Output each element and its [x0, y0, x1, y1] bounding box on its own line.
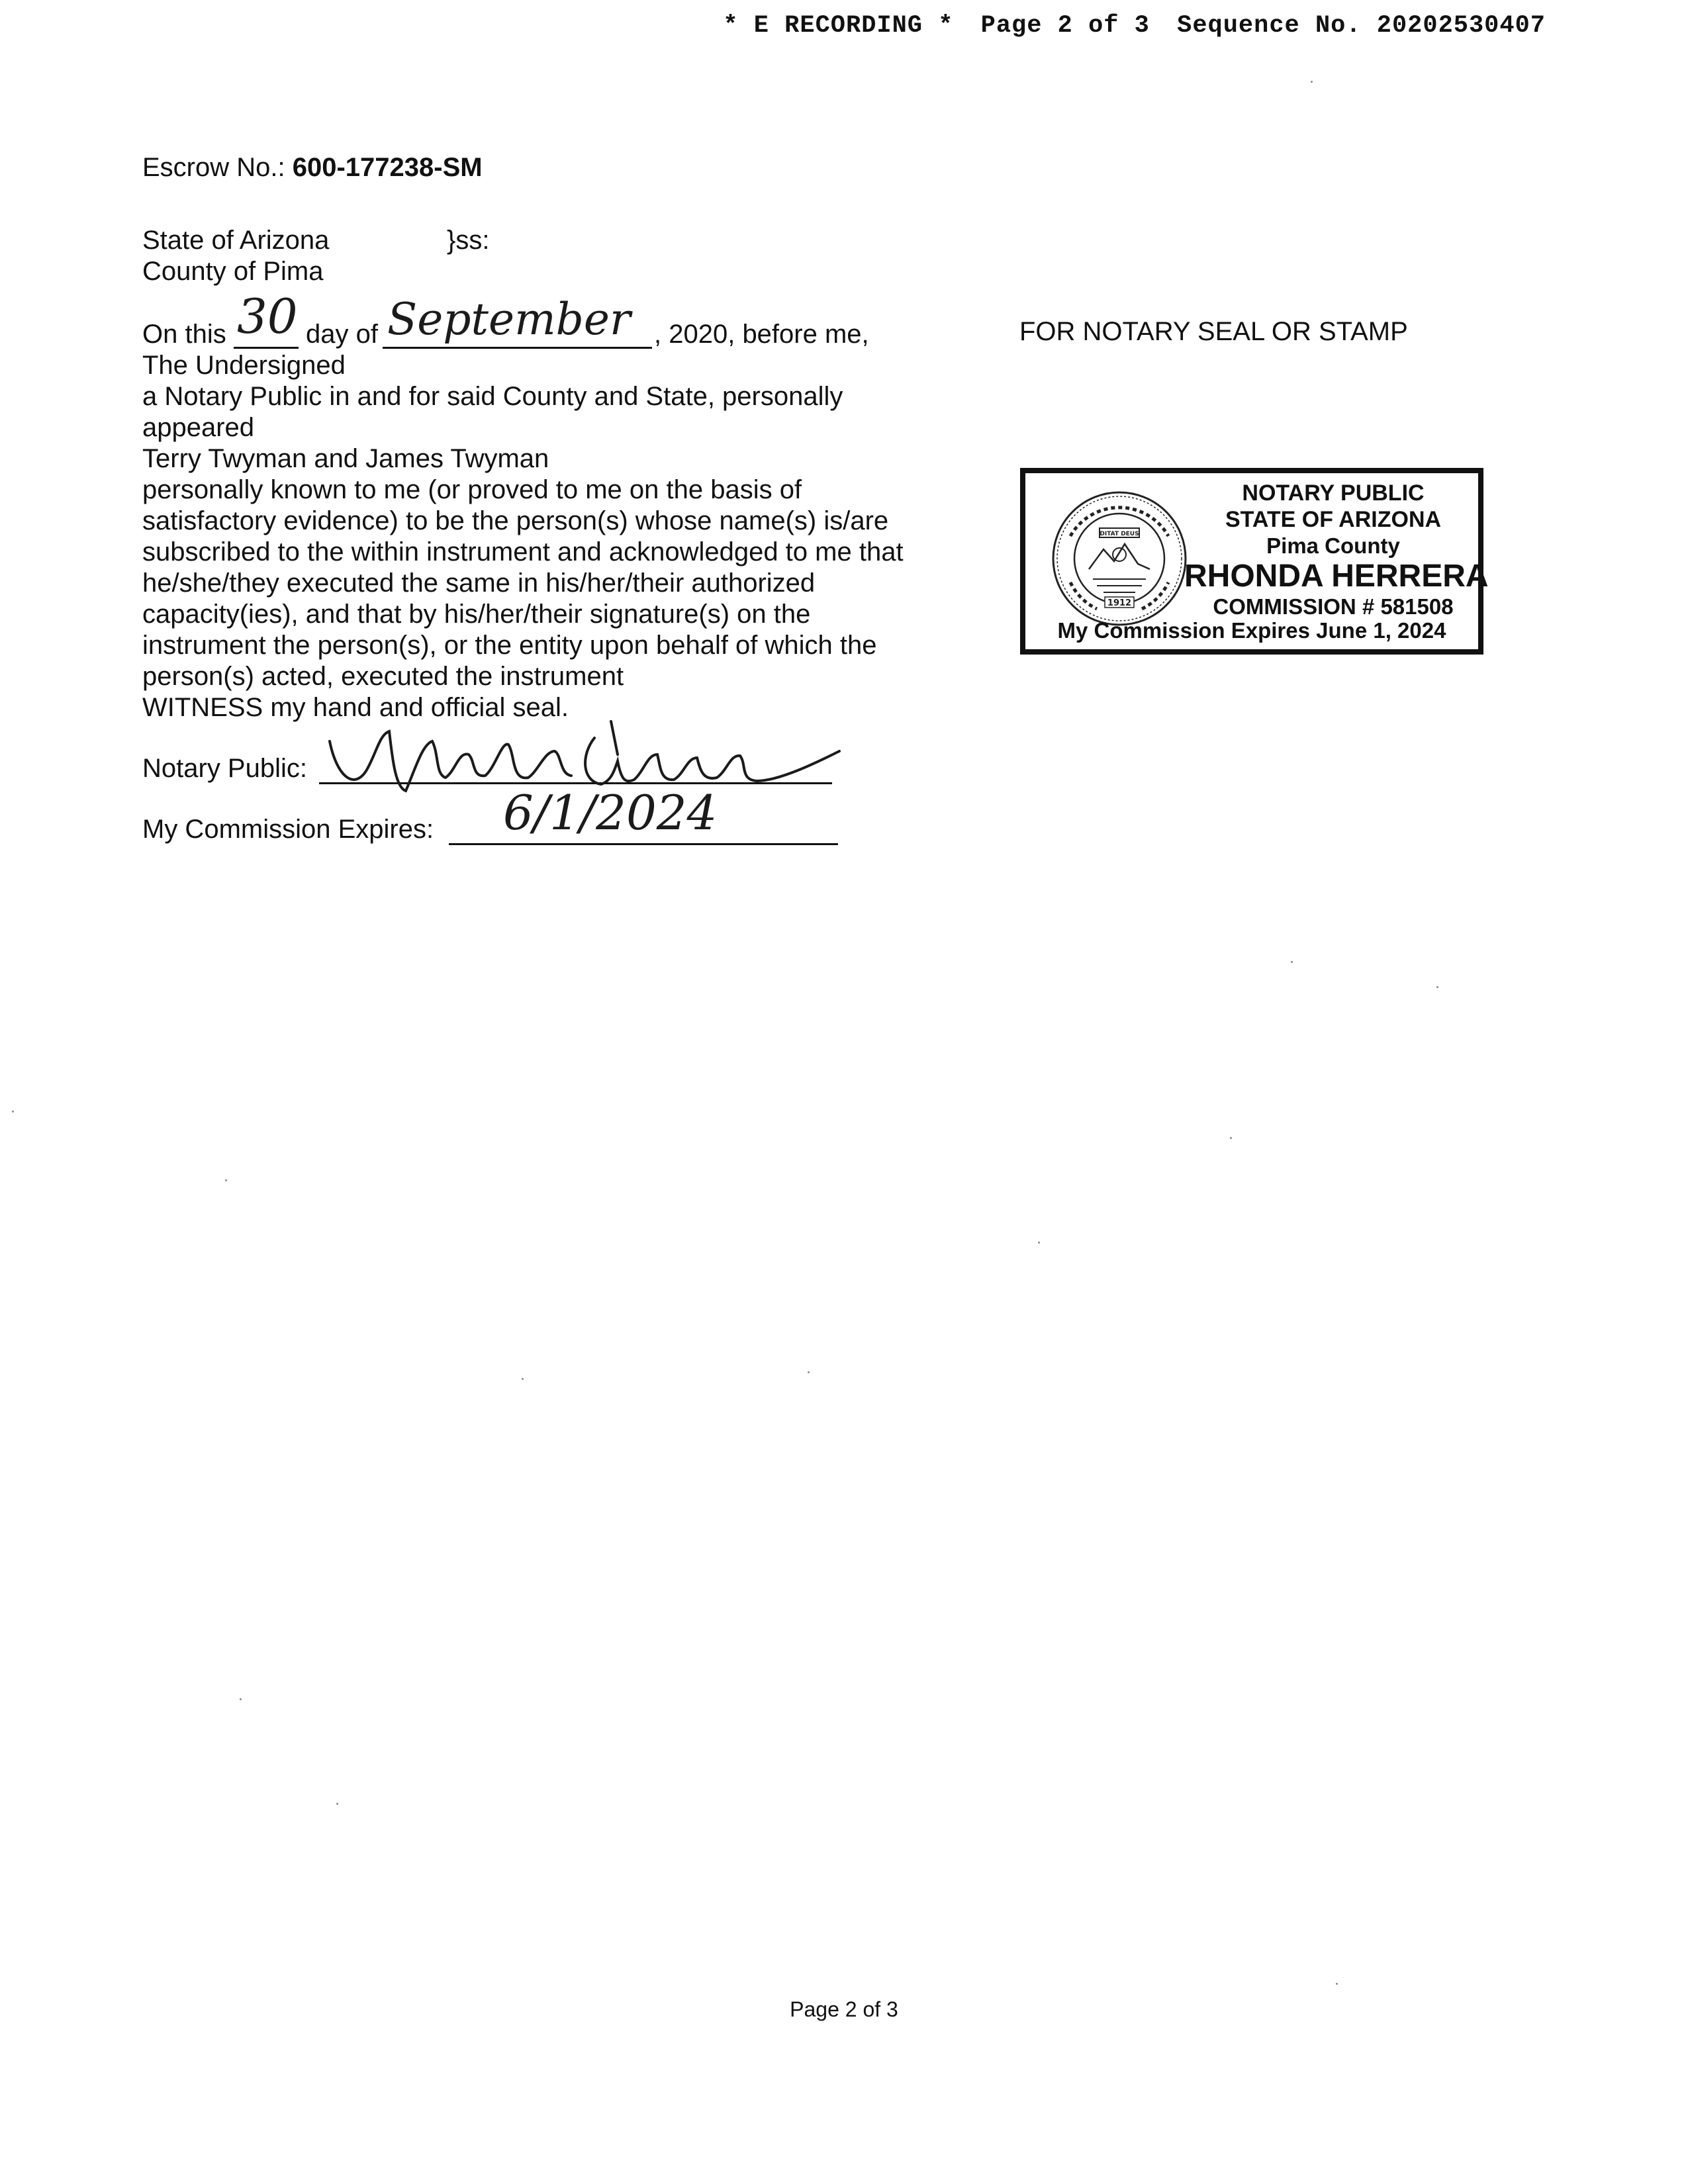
- ack-line: a Notary Public in and for said County and State, personally: [142, 382, 843, 411]
- scan-speck: [522, 1378, 524, 1380]
- stamp-text-block: [1184, 480, 1489, 620]
- escrow-line: [142, 152, 483, 183]
- scan-speck: [1311, 81, 1313, 83]
- scan-speck: [240, 1698, 242, 1700]
- escrow-number: 600-177238-SM: [292, 153, 483, 182]
- scan-speck: [1291, 961, 1293, 963]
- ack-line: personally known to me (or proved to me on the basis of: [142, 475, 802, 504]
- seal-motto: DITAT DEUS: [1100, 531, 1139, 537]
- stamp-notary-name: RHONDA HERRERA: [1184, 559, 1489, 594]
- ack-line-witness: WITNESS my hand and official seal.: [142, 693, 569, 722]
- stamp-expiration: My Commission Expires June 1, 2024: [1057, 618, 1446, 643]
- scan-speck: [336, 1803, 338, 1805]
- commission-expires-label: My Commission Expires:: [142, 815, 434, 844]
- ack-line: person(s) acted, executed the instrument: [142, 662, 624, 691]
- venue-county: County of Pima: [142, 257, 324, 286]
- stamp-commission: COMMISSION # 581508: [1213, 594, 1454, 619]
- scan-speck: [1230, 1137, 1232, 1139]
- ack-line: capacity(ies), and that by his/her/their signature(s) on the: [142, 600, 811, 629]
- day-of-label: day of: [306, 320, 378, 349]
- stamp-title: NOTARY PUBLIC: [1242, 480, 1425, 506]
- recording-page: Page 2 of 3: [980, 12, 1150, 40]
- notary-seal-label: FOR NOTARY SEAL OR STAMP: [1019, 317, 1408, 346]
- venue-state: State of Arizona: [142, 226, 330, 255]
- scan-speck: [1038, 1242, 1040, 1244]
- commission-expires-handwritten: 6/1/2024: [503, 785, 718, 841]
- ack-line: The Undersigned: [142, 351, 346, 380]
- scan-speck: [225, 1179, 227, 1181]
- stamp-county: Pima County: [1266, 533, 1400, 558]
- seal-year: 1912: [1107, 598, 1132, 608]
- scan-speck: [12, 1111, 14, 1113]
- scan-speck: [1336, 1983, 1338, 1985]
- notary-stamp: [1020, 468, 1489, 655]
- recording-header: [723, 12, 1546, 40]
- recording-sequence: Sequence No. 20202530407: [1177, 12, 1546, 40]
- ack-line: he/she/they executed the same in his/her/their authorized: [142, 569, 816, 598]
- state-seal-icon: [1051, 490, 1188, 627]
- notary-public-label: Notary Public:: [142, 754, 307, 783]
- day-handwritten: 30: [237, 289, 298, 344]
- scan-speck: [1436, 986, 1438, 988]
- ack-line: subscribed to the within instrument and acknowledged to me that: [142, 537, 904, 567]
- page-footer: Page 2 of 3: [790, 1997, 898, 2021]
- month-handwritten: September: [387, 294, 631, 345]
- ack-line-signers: Terry Twyman and James Twyman: [142, 444, 549, 473]
- scan-speck: [808, 1371, 810, 1373]
- ack-line: satisfactory evidence) to be the person(s) whose name(s) is/are: [142, 506, 889, 535]
- year-text: , 2020, before me,: [654, 320, 869, 349]
- stamp-state: STATE OF ARIZONA: [1225, 507, 1442, 532]
- recording-label: * E RECORDING *: [723, 12, 954, 40]
- ack-line: appeared: [142, 413, 255, 442]
- ack-line: instrument the person(s), or the entity upon behalf of which the: [142, 631, 877, 660]
- on-this-label: On this: [142, 320, 226, 349]
- escrow-label: Escrow No.:: [142, 153, 285, 182]
- venue-ss: }ss:: [447, 226, 490, 255]
